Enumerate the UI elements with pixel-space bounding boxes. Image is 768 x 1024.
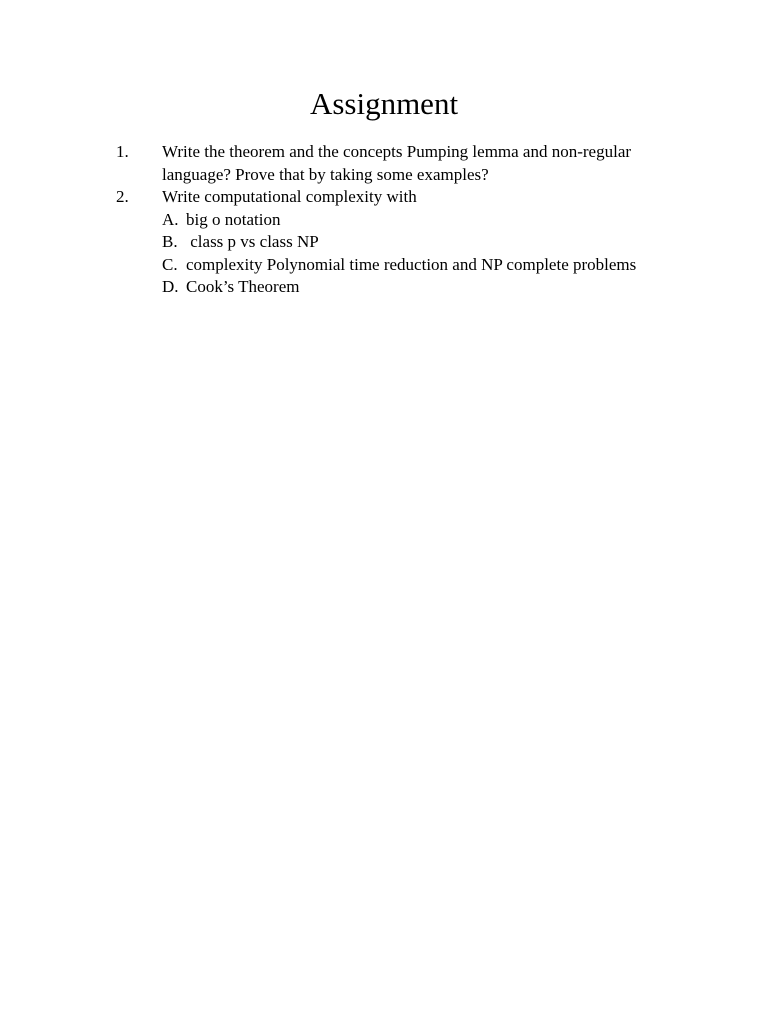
subitem-text: big o notation <box>186 209 281 229</box>
subitem-b <box>0 231 768 254</box>
subitem-a <box>0 209 768 232</box>
subitem-label: C. <box>162 254 178 274</box>
question-1 <box>0 141 682 186</box>
question-text: Write the theorem and the concepts Pumping lemma and non-regular language? Prove that by taking some examples? <box>162 142 632 184</box>
subitem-label: B. <box>162 232 178 251</box>
subitem-text: Cook’s Theorem <box>186 277 300 296</box>
subitem-text: complexity Polynomial time reduction and NP complete problems <box>186 254 637 274</box>
question-number: 1. <box>116 142 129 161</box>
question-number: 2. <box>116 187 129 206</box>
question-text: Write computational complexity with <box>162 187 417 206</box>
question-2 <box>0 186 682 209</box>
question-list <box>0 141 768 299</box>
subitem-label: A. <box>162 209 179 229</box>
subitem-label: D. <box>162 277 179 296</box>
subitem-c <box>0 254 768 277</box>
subitem-text: class p vs class NP <box>186 232 319 251</box>
page-title: Assignment <box>309 86 459 121</box>
subitem-d <box>0 276 768 299</box>
